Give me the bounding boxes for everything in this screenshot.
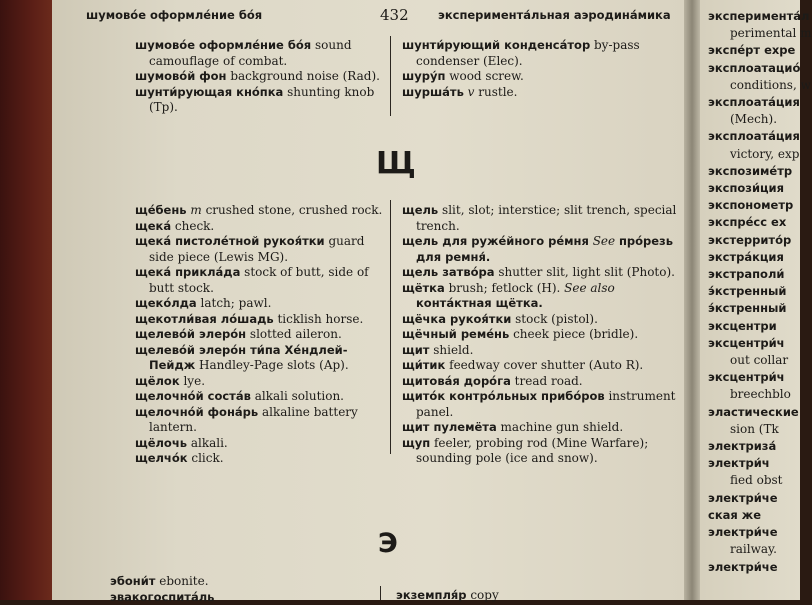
entry-headword: щекá пистолéтной рукоя́тки bbox=[135, 234, 325, 248]
entry-headword: щитовáя дорóга bbox=[402, 374, 511, 388]
entry-headword: экземпля́р bbox=[396, 588, 467, 602]
dictionary-entry bbox=[402, 420, 677, 436]
entry-headword: щи́тик bbox=[402, 358, 445, 372]
entry-headword: щелчóк bbox=[135, 451, 188, 465]
entry-definition: instrument panel. bbox=[416, 389, 676, 419]
dictionary-entry bbox=[402, 85, 677, 101]
entry-definition: tread road. bbox=[511, 374, 583, 388]
facing-headword: экспозимéтр bbox=[708, 163, 808, 180]
entry-definition: copy bbox=[467, 588, 499, 602]
entry-headword: щелевóй элерóн ти́па Хéндлей-Пейдж bbox=[135, 343, 347, 373]
entry-definition: Handley-Page slots (Ap). bbox=[195, 358, 348, 372]
entry-headword: щёлочь bbox=[135, 436, 187, 450]
entry-definition: alkali. bbox=[187, 436, 228, 450]
entry-headword: щекотли́вая лóшадь bbox=[135, 312, 274, 326]
facing-headword: эксплоатациó bbox=[708, 60, 808, 77]
dictionary-entry bbox=[402, 38, 677, 69]
facing-definition: out collar bbox=[708, 352, 808, 369]
dictionary-entry bbox=[402, 327, 677, 343]
dictionary-entry bbox=[110, 590, 360, 605]
dictionary-entry bbox=[396, 588, 671, 604]
column-divider bbox=[380, 586, 381, 600]
section-letter-e: Э bbox=[378, 528, 398, 559]
entry-headword: щéбень bbox=[135, 203, 187, 217]
dictionary-entry bbox=[402, 281, 677, 312]
entry-headword: щёчный ремéнь bbox=[402, 327, 509, 341]
top-left-column bbox=[135, 38, 385, 116]
dictionary-entry bbox=[402, 389, 677, 420]
dictionary-entry bbox=[402, 69, 677, 85]
entry-headword: щекá bbox=[135, 219, 171, 233]
facing-headword: экстрáкция bbox=[708, 249, 808, 266]
column-divider bbox=[390, 36, 391, 116]
facing-headword: экспонометр bbox=[708, 197, 808, 214]
facing-headword: электриза́ bbox=[708, 438, 808, 455]
dictionary-entry bbox=[135, 69, 385, 85]
facing-headword: эксперимента́л bbox=[708, 8, 808, 25]
entry-headword: шумовóй фон bbox=[135, 69, 227, 83]
facing-headword: эксплоатáция bbox=[708, 128, 808, 145]
entry-definition: lye. bbox=[180, 374, 205, 388]
entry-headword: щелочнóй состáв bbox=[135, 389, 251, 403]
dictionary-entry bbox=[135, 203, 385, 219]
entry-definition: shunting knob (Tp). bbox=[149, 85, 374, 115]
section-letter-shcha: Щ bbox=[376, 146, 416, 181]
facing-headword: эксцентри́ч bbox=[708, 335, 808, 352]
facing-page bbox=[700, 0, 800, 600]
entry-definition: brush; fetlock (H). See also контáктная щётка. bbox=[416, 281, 615, 311]
book-gutter bbox=[684, 0, 700, 600]
dictionary-entry bbox=[135, 312, 385, 328]
dictionary-entry bbox=[402, 374, 677, 390]
facing-headword: экспози́ция bbox=[708, 180, 808, 197]
e-right-column bbox=[396, 588, 671, 604]
dictionary-entry bbox=[135, 265, 385, 296]
page-number: 432 bbox=[380, 6, 409, 24]
entry-definition: slotted aileron. bbox=[246, 327, 342, 341]
entry-definition: crushed stone, crushed rock. bbox=[202, 203, 383, 217]
dictionary-entry bbox=[135, 296, 385, 312]
dictionary-entry bbox=[402, 203, 677, 234]
entry-headword: шуршáть bbox=[402, 85, 464, 99]
facing-definition: breechblo bbox=[708, 386, 808, 403]
facing-headword: экспрéсс ex bbox=[708, 214, 808, 231]
shcha-left-column bbox=[135, 203, 385, 467]
dictionary-entry bbox=[402, 234, 677, 265]
facing-headword: экстеррито́р bbox=[708, 232, 808, 249]
entry-headword: щёлок bbox=[135, 374, 180, 388]
entry-definition: wood screw. bbox=[445, 69, 523, 83]
entry-headword: щель затвóра bbox=[402, 265, 495, 279]
entry-headword: щель для ружéйного рéмня bbox=[402, 234, 589, 248]
dictionary-entry bbox=[135, 38, 385, 69]
entry-headword: щит bbox=[402, 343, 429, 357]
facing-headword: экстраполи́ bbox=[708, 266, 808, 283]
entry-headword: щёчка рукоя́тки bbox=[402, 312, 511, 326]
dictionary-entry bbox=[135, 405, 385, 436]
column-divider bbox=[390, 200, 391, 454]
entry-headword: щитóк контрóльных прибóров bbox=[402, 389, 605, 403]
entry-headword: щелевóй элерóн bbox=[135, 327, 246, 341]
entry-definition: latch; pawl. bbox=[197, 296, 272, 310]
entry-headword: щит пулемёта bbox=[402, 420, 497, 434]
facing-headword: э́кстренный bbox=[708, 283, 808, 300]
facing-definition: conditions, w bbox=[708, 77, 808, 94]
entry-headword: щель bbox=[402, 203, 438, 217]
entry-definition: feeler, probing rod (Mine Warfare); sounding pole (ice and snow). bbox=[416, 436, 648, 466]
running-header bbox=[86, 6, 686, 26]
dictionary-entry bbox=[402, 358, 677, 374]
entry-headword: щекá приклáда bbox=[135, 265, 240, 279]
entry-definition: background noise (Rad). bbox=[227, 69, 380, 83]
dictionary-entry bbox=[402, 265, 677, 281]
dictionary-entry bbox=[135, 343, 385, 374]
dictionary-entry bbox=[135, 451, 385, 467]
entry-definition: alkali solution. bbox=[251, 389, 344, 403]
entry-definition: See прóрезь для ремня́. bbox=[416, 234, 673, 264]
entry-headword: эвакогоспитáль bbox=[110, 590, 214, 604]
shcha-right-column bbox=[402, 203, 677, 467]
entry-headword: шунти́рующая кнóпка bbox=[135, 85, 283, 99]
entry-definition: feedway cover shutter (Auto R). bbox=[445, 358, 643, 372]
top-right-column bbox=[402, 38, 677, 100]
book-cover-edge bbox=[0, 0, 52, 600]
facing-headword: эластические bbox=[708, 404, 808, 421]
entry-definition: shutter slit, light slit (Photo). bbox=[495, 265, 675, 279]
entry-headword: щётка bbox=[402, 281, 445, 295]
dictionary-entry bbox=[135, 327, 385, 343]
entry-definition: click. bbox=[188, 451, 224, 465]
entry-headword: щуп bbox=[402, 436, 430, 450]
entry-definition: check. bbox=[171, 219, 214, 233]
facing-headword: эксцентри́ч bbox=[708, 369, 808, 386]
dictionary-entry bbox=[135, 234, 385, 265]
entry-definition: sound camouflage of combat. bbox=[149, 38, 352, 68]
facing-definition: fied obst bbox=[708, 472, 808, 489]
header-first-word: шумовóе оформлéние бóя bbox=[86, 8, 262, 22]
dictionary-entry bbox=[402, 312, 677, 328]
entry-headword: шунти́рующий конденсáтор bbox=[402, 38, 590, 52]
entry-definition: by-pass condenser (Elec). bbox=[416, 38, 640, 68]
dictionary-entry bbox=[135, 85, 385, 116]
entry-headword: щелочнóй фонáрь bbox=[135, 405, 258, 419]
header-last-word: эксперимента́льная аэродина́мика bbox=[438, 8, 671, 22]
dictionary-entry bbox=[135, 219, 385, 235]
facing-headword: электри́че bbox=[708, 490, 808, 507]
facing-page-entries bbox=[708, 8, 808, 576]
entry-definition: guard side piece (Lewis MG). bbox=[149, 234, 364, 264]
facing-definition: perimental m bbox=[708, 25, 808, 42]
entry-headword: шурýп bbox=[402, 69, 445, 83]
facing-headword: электри́че bbox=[708, 559, 808, 576]
facing-headword: электри́че bbox=[708, 524, 808, 541]
facing-headword: эксцентри bbox=[708, 318, 808, 335]
dictionary-entry bbox=[135, 374, 385, 390]
entry-definition: machine gun shield. bbox=[497, 420, 623, 434]
entry-definition: cheek piece (bridle). bbox=[509, 327, 638, 341]
facing-headword: электри́ч bbox=[708, 455, 808, 472]
entry-definition: stock (pistol). bbox=[511, 312, 598, 326]
facing-headword: э́кстренный bbox=[708, 300, 808, 317]
facing-headword: экспéрт expe bbox=[708, 42, 808, 59]
facing-definition: sion (Tk bbox=[708, 421, 808, 438]
facing-headword: ская же bbox=[708, 507, 808, 524]
entry-grammar: m bbox=[187, 203, 202, 217]
entry-headword: эбони́т bbox=[110, 574, 155, 588]
entry-definition: stock of butt, side of butt stock. bbox=[149, 265, 369, 295]
entry-definition: alkaline battery lantern. bbox=[149, 405, 358, 435]
entry-definition: rustle. bbox=[474, 85, 517, 99]
entry-definition: ebonite. bbox=[155, 574, 208, 588]
entry-headword: щекóлда bbox=[135, 296, 197, 310]
dictionary-entry bbox=[110, 574, 360, 590]
facing-headword: эксплоатáция bbox=[708, 94, 808, 111]
dictionary-entry bbox=[135, 389, 385, 405]
entry-definition: shield. bbox=[429, 343, 473, 357]
facing-definition: victory, exp bbox=[708, 146, 808, 163]
e-left-column bbox=[110, 574, 360, 605]
entry-grammar: v bbox=[464, 85, 475, 99]
dictionary-entry bbox=[135, 436, 385, 452]
dictionary-entry bbox=[402, 436, 677, 467]
facing-definition: (Mech). bbox=[708, 111, 808, 128]
dictionary-entry bbox=[402, 343, 677, 359]
entry-definition: slit, slot; interstice; slit trench, special trench. bbox=[416, 203, 676, 233]
facing-definition: railway. bbox=[708, 541, 808, 558]
entry-definition: ticklish horse. bbox=[274, 312, 364, 326]
entry-headword: шумовóе оформлéние бóя bbox=[135, 38, 311, 52]
